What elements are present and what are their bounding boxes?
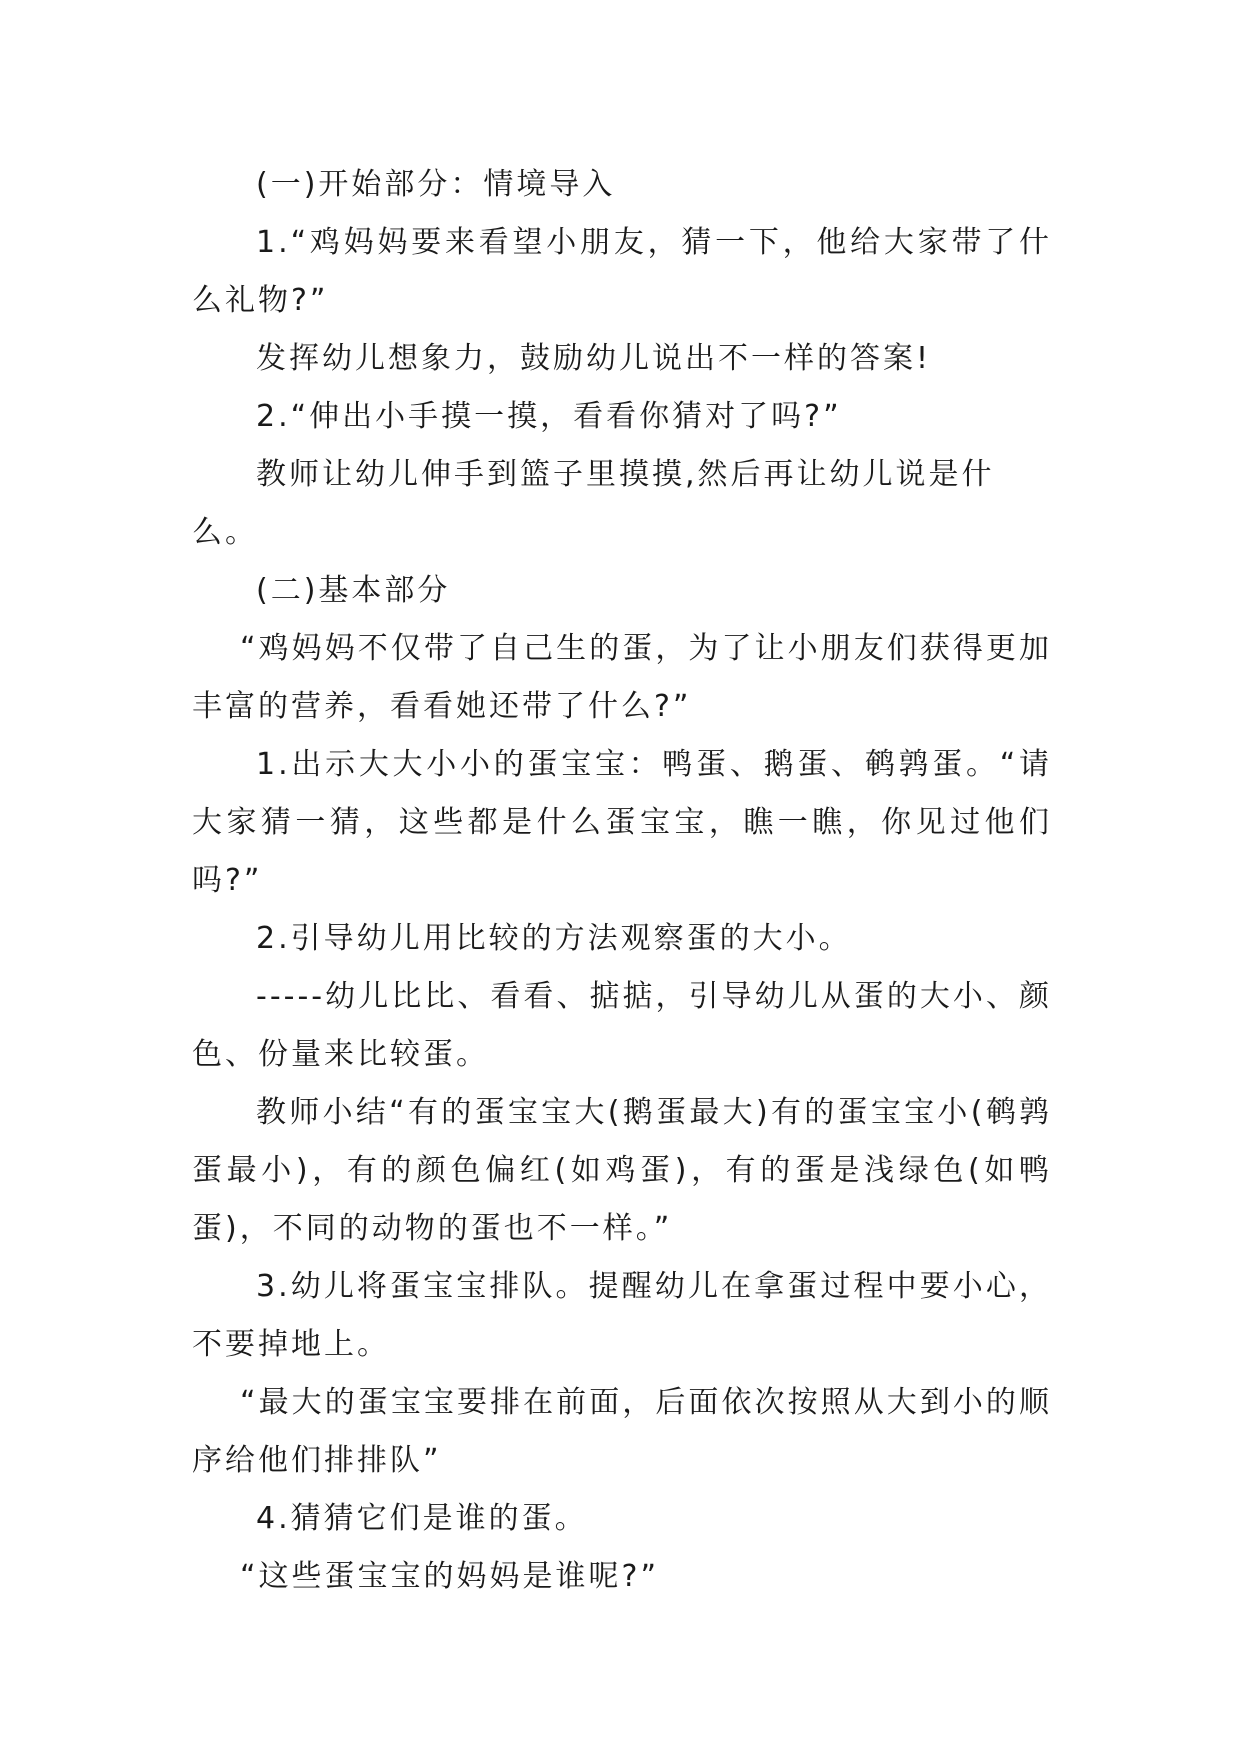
paragraph: 教师让幼儿伸手到篮子里摸摸,然后再让幼儿说是什么。 xyxy=(192,457,995,550)
paragraph: 1.“鸡妈妈要来看望小朋友，猜一下，他给大家带了什么礼物?” xyxy=(192,225,1052,318)
paragraph: “最大的蛋宝宝要排在前面，后面依次按照从大到小的顺序给他们排排队” xyxy=(192,1385,1052,1478)
paragraph: “鸡妈妈不仅带了自己生的蛋，为了让小朋友们获得更加丰富的营养，看看她还带了什么?” xyxy=(192,631,1052,724)
paragraph: 3.幼儿将蛋宝宝排队。提醒幼儿在拿蛋过程中要小心，不要掉地上。 xyxy=(192,1269,1052,1362)
paragraph: 1.出示大大小小的蛋宝宝：鸭蛋、鹅蛋、鹌鹑蛋。“请大家猜一猜，这些都是什么蛋宝宝，瞧一瞧，你见过他们吗?” xyxy=(192,747,1052,898)
section-heading-basic: (二)基本部分 xyxy=(256,573,451,608)
paragraph: 2.“伸出小手摸一摸，看看你猜对了吗?” xyxy=(256,399,842,434)
paragraph: 教师小结“有的蛋宝宝大(鹅蛋最大)有的蛋宝宝小(鹌鹑蛋最小)，有的颜色偏红(如鸡蛋)，有的蛋是浅绿色(如鸭蛋)，不同的动物的蛋也不一样。” xyxy=(192,1095,1052,1246)
paragraph: “这些蛋宝宝的妈妈是谁呢?” xyxy=(240,1559,660,1594)
section-heading-start: (一)开始部分：情境导入 xyxy=(256,167,616,202)
paragraph: 2.引导幼儿用比较的方法观察蛋的大小。 xyxy=(256,921,852,956)
document-body xyxy=(192,156,1052,1606)
paragraph: -----幼儿比比、看看、掂掂，引导幼儿从蛋的大小、颜色、份量来比较蛋。 xyxy=(192,979,1052,1072)
paragraph: 4.猜猜它们是谁的蛋。 xyxy=(256,1501,588,1536)
paragraph: 发挥幼儿想象力，鼓励幼儿说出不一样的答案! xyxy=(256,341,932,376)
